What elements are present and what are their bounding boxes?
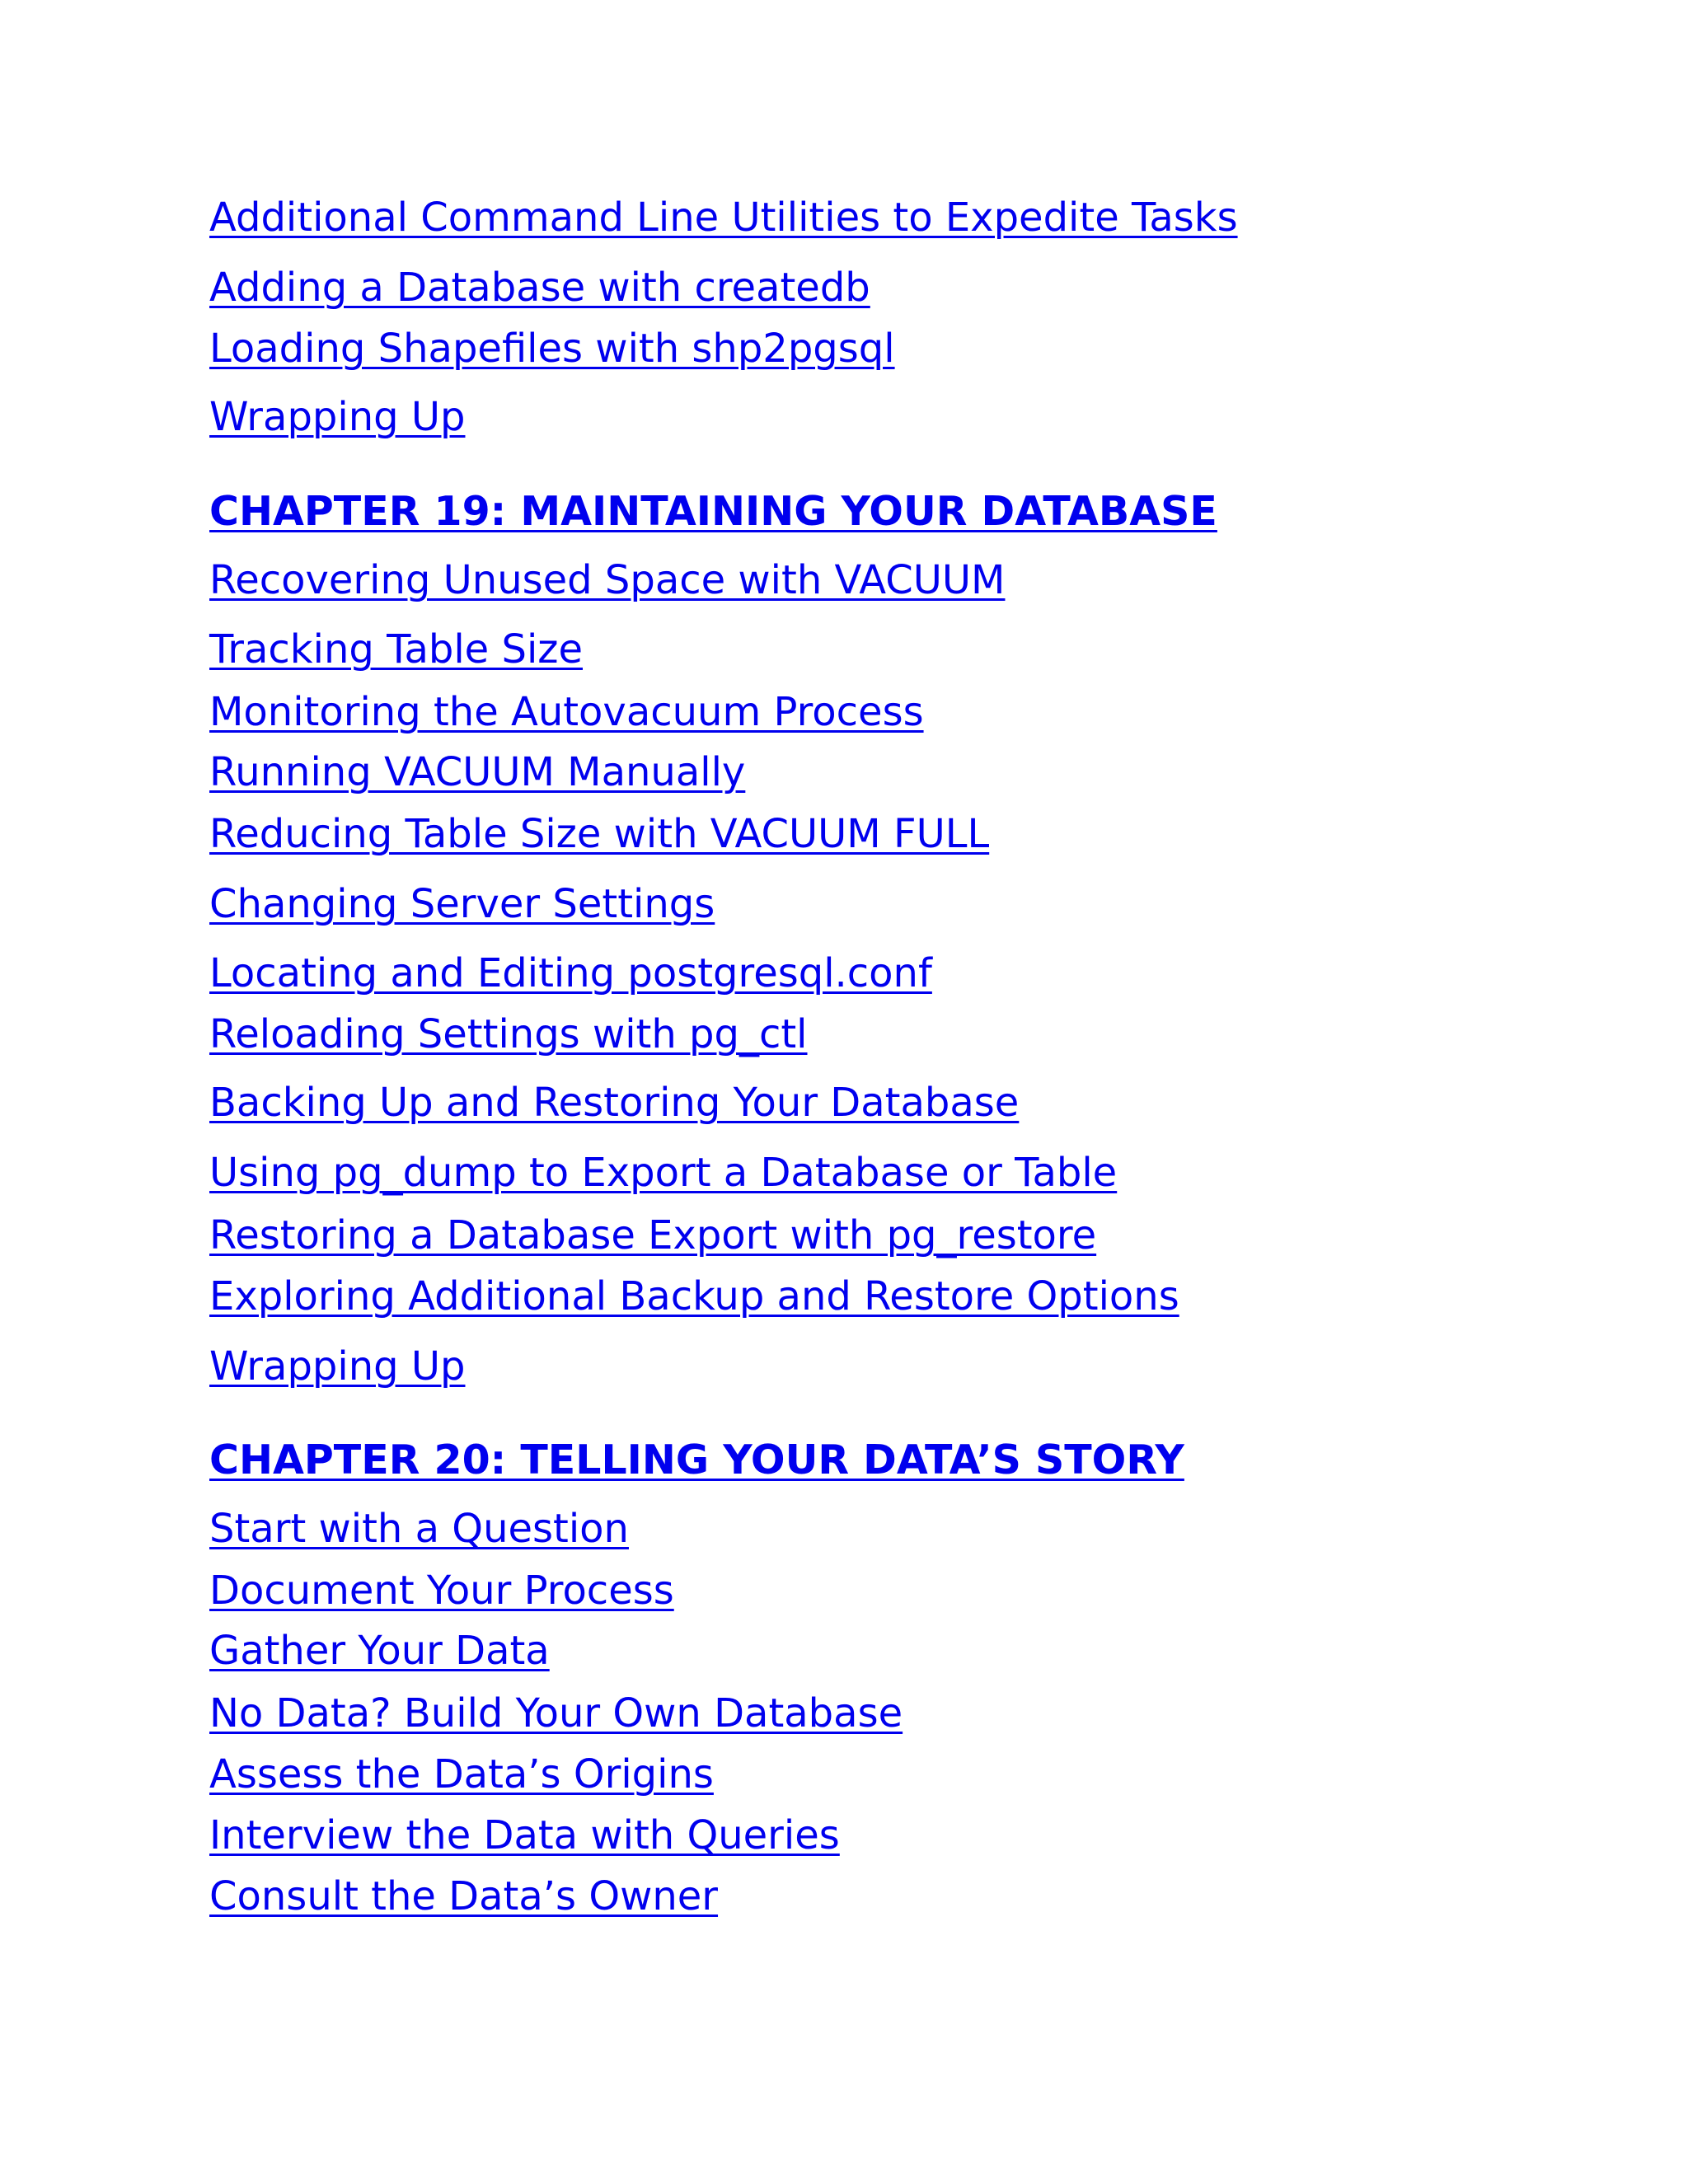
toc-link-interview-data-with-queries[interactable]: Interview the Data with Queries: [209, 1812, 840, 1858]
toc-link-tracking-table-size[interactable]: Tracking Table Size: [209, 626, 583, 673]
toc-link-reducing-table-size[interactable]: Reducing Table Size with VACUUM FULL: [209, 811, 990, 857]
toc-link-monitoring-autovacuum[interactable]: Monitoring the Autovacuum Process: [209, 689, 924, 735]
toc-link-restoring-with-pg-restore[interactable]: Restoring a Database Export with pg_restore: [209, 1212, 1097, 1258]
toc-link-no-data-build-your-own[interactable]: No Data? Build Your Own Database: [209, 1690, 903, 1736]
toc-link-wrapping-up-ch19[interactable]: Wrapping Up: [209, 1343, 466, 1390]
toc-link-chapter-20[interactable]: CHAPTER 20: TELLING YOUR DATA’S STORY: [209, 1436, 1184, 1483]
toc-link-wrapping-up-ch18[interactable]: Wrapping Up: [209, 394, 466, 440]
toc-link-assess-data-origins[interactable]: Assess the Data’s Origins: [209, 1751, 714, 1797]
toc-link-start-with-a-question[interactable]: Start with a Question: [209, 1506, 629, 1552]
toc-link-adding-a-database-with-createdb[interactable]: Adding a Database with createdb: [209, 265, 870, 311]
toc-link-backing-up-and-restoring[interactable]: Backing Up and Restoring Your Database: [209, 1080, 1020, 1126]
toc-link-locating-editing-postgresql-conf[interactable]: Locating and Editing postgresql.conf: [209, 950, 932, 996]
toc-link-document-your-process[interactable]: Document Your Process: [209, 1568, 674, 1614]
toc-link-loading-shapefiles-with-shp2pgsql[interactable]: Loading Shapefiles with shp2pgsql: [209, 326, 895, 372]
toc-link-running-vacuum-manually[interactable]: Running VACUUM Manually: [209, 749, 746, 795]
toc-link-exploring-backup-options[interactable]: Exploring Additional Backup and Restore Options: [209, 1273, 1179, 1319]
toc-link-using-pg-dump[interactable]: Using pg_dump to Export a Database or Table: [209, 1150, 1118, 1196]
toc-link-reloading-settings-pg-ctl[interactable]: Reloading Settings with pg_ctl: [209, 1011, 808, 1057]
toc-link-recovering-unused-space[interactable]: Recovering Unused Space with VACUUM: [209, 557, 1006, 603]
toc-link-chapter-19[interactable]: CHAPTER 19: MAINTAINING YOUR DATABASE: [209, 488, 1217, 535]
toc-link-gather-your-data[interactable]: Gather Your Data: [209, 1628, 550, 1674]
toc-link-additional-command-line-utilities[interactable]: Additional Command Line Utilities to Expedite Tasks: [209, 194, 1238, 241]
toc-link-consult-data-owner[interactable]: Consult the Data’s Owner: [209, 1873, 719, 1919]
toc-link-changing-server-settings[interactable]: Changing Server Settings: [209, 881, 715, 927]
